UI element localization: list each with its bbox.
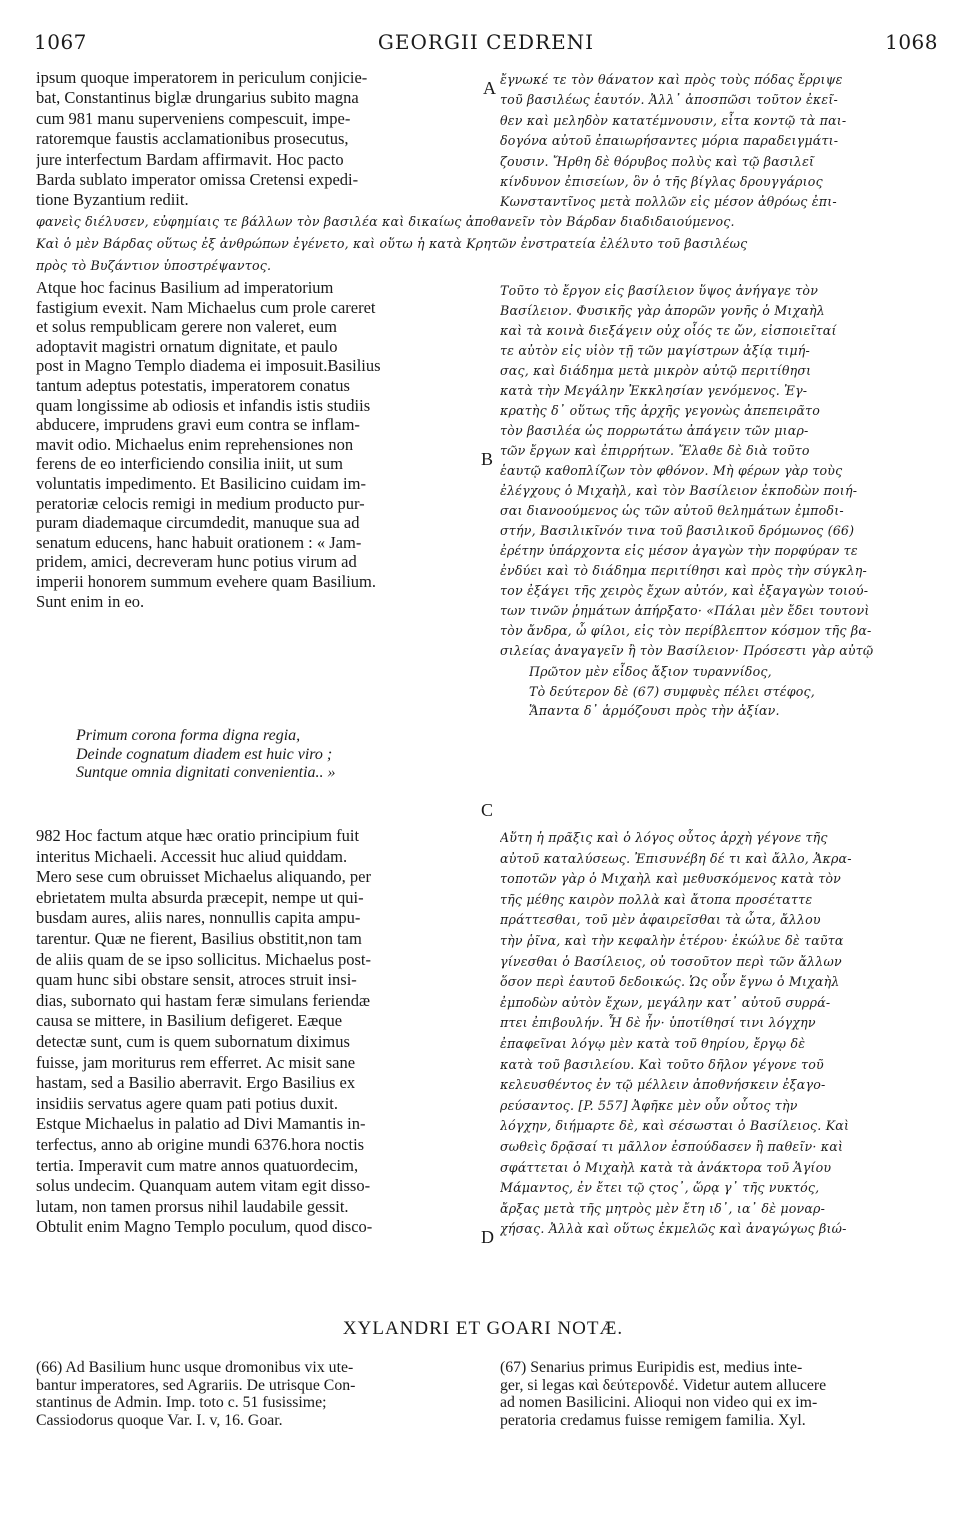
latin-verse-line: Suntque omnia dignitati convenientia.. » <box>76 764 336 781</box>
greek-text-line: σφάττεται ὁ Μιχαὴλ κατὰ τὰ ἀνάκτορα τοῦ Ἁγίου <box>500 1159 832 1175</box>
greek-text-line: κατὰ τὴν Μεγάλην Ἐκκλησίαν γενόμενος. Ἐγ- <box>500 383 808 398</box>
latin-text-line: fastigium evexit. Nam Michaelus cum prole careret <box>36 297 376 317</box>
latin-text-line: peratoriæ celocis remigi in medium producto pur- <box>36 493 365 513</box>
greek-verse-line: Πρῶτον μὲν εἶδος ἄξιον τυραννίδος, <box>529 664 772 679</box>
greek-text-line: τὴν ῥῖνα, καὶ τὴν κεφαλὴν ἑτέρου· ἐκώλυε δὲ ταῦτα <box>500 933 844 948</box>
greek-text-line: αὐτοῦ καταλύσεως. Ἐπισυνέβη δέ τι καὶ ἄλλο, Ἀκρα- <box>500 850 852 866</box>
greek-text-line: κατὰ τοῦ βασιλείου. Καὶ τοῦτο δῆλον γέγονε τοῦ <box>500 1056 824 1072</box>
latin-verse-line: Deinde cognatum diadem est huic viro ; <box>76 745 333 763</box>
latin-text-line: 982 Hoc factum atque hæc oratio principium fuit <box>36 826 360 845</box>
latin-text-line: bat, Constantinus biglæ drungarius subito magna <box>36 88 359 108</box>
greek-text-line: κελευσθέντος ἐν τῷ μέλλειν ἀποθνήσκειν ἐξαγο- <box>500 1077 826 1093</box>
latin-text-line: voluntatis impedimento. Et Basilicino cuidam im- <box>36 474 366 493</box>
footnote-line: (67) Senarius primus Euripidis est, medius inte- <box>500 1359 803 1376</box>
greek-text-line: ὅσον περὶ ἑαυτοῦ δεδοικώς. Ὡς οὖν ἔγνω ὁ Μιχαὴλ <box>500 974 840 990</box>
greek-text-line: τε αὐτὸν εἰς υἱὸν τῇ τῶν μαγίστρων ἀξίᾳ τιμή- <box>500 343 810 358</box>
latin-text-line: post in Magno Templo diadema ei imposuit.Basilius <box>36 356 381 376</box>
right-page-number: 1068 <box>885 30 938 54</box>
greek-text-line: ἑαυτῷ καθοπλίζων τὸν φθόνον. Μὴ φέρων γὰρ τοὺς <box>500 463 843 478</box>
left-page-number: 1067 <box>34 30 87 54</box>
greek-text-line: ἐμποδὼν αὐτὸν ἔχων, μεγάλην κατ᾽ αὐτοῦ συρρά- <box>500 994 831 1010</box>
latin-text-line: ferens de eo interficiendo consilia iniit, ut sum <box>36 454 343 474</box>
greek-text-line: των τινῶν ῥημάτων ἀπήρξατο· «Πάλαι μὲν ἔδει τουτονὶ <box>500 603 870 618</box>
latin-text-line: insidiis servatus agere quam pati potius duxit. <box>36 1093 338 1113</box>
greek-text-line: πράττεσθαι, τοῦ μὲν ἀφαιρεῖσθαι τὰ ὦτα, ἄλλου <box>500 912 821 928</box>
latin-text-line: Obtulit enim Magno Templo poculum, quod disco- <box>36 1217 373 1237</box>
greek-text-line: σαι διανοούμενος ὡς τῶν αὐτοῦ θελημάτων ἐμποδι- <box>500 503 844 518</box>
latin-text-line: terfectus, anno ab origine mundi 6376.hora noctis <box>36 1135 365 1154</box>
footnote-line: ger, si legas καὶ δεύτερονδέ. Videtur autem allucere <box>500 1376 827 1394</box>
latin-text-line: Estque Michaelus in palatio ad Divi Mamantis in- <box>36 1114 366 1134</box>
running-title: GEORGII CEDRENI <box>377 30 595 54</box>
greek-text-line: καὶ τὰ κοινὰ διεξάγειν οὐχ οἷός τε ὤν, εἰσποιεῖταί <box>500 323 837 338</box>
latin-text-line: jure interfectum Bardam affirmavit. Hoc pacto <box>36 149 344 169</box>
running-header <box>34 30 938 58</box>
greek-text-line: ἐπαφεῖναι λόγῳ μὲν κατὰ τοῦ θηρίου, ἔργῳ δὲ <box>500 1036 806 1051</box>
footnote-line: peratoria credamus fuisse remigem familia. Xyl. <box>500 1411 806 1429</box>
greek-text-line: Βασίλειον. Φυσικῆς γὰρ ἀπορῶν γονῆς ὁ Μιχαὴλ <box>500 303 825 318</box>
greek-text-line: τὸν βασιλέα ὡς πορρωτάτω ἀπάγειν τῶν μιαρ- <box>500 423 809 438</box>
greek-text-line: τῆς μέθης καιρὸν πολλὰ καὶ ἄτοπα προσέταττε <box>500 891 813 907</box>
greek-text-line: Τοῦτο τὸ ἔργον εἰς βασίλειον ὕψος ἀνήγαγε τὸν <box>500 283 819 298</box>
margin-marker-c: C <box>481 800 494 820</box>
latin-text-line: Atque hoc facinus Basilium ad imperatorium <box>36 278 334 297</box>
margin-marker-a: A <box>483 78 496 98</box>
greek-text-line: τὸν ἄνδρα, ὦ φίλοι, εἰς τὸν περίβλεπτον κόσμον τῆς βα- <box>500 623 872 638</box>
latin-text-line: quam hunc sibi obstare sensit, atroces struit insi- <box>36 970 357 990</box>
greek-text-line: ἔγνωκέ τε τὸν θάνατον καὶ πρὸς τοὺς πόδας ἔρριψε <box>500 72 843 87</box>
latin-text-line: imperii honorem summum evehere quam Basilium. <box>36 572 377 591</box>
greek-text-line: κρατὴς δ᾽ οὕτως τῆς ἀρχῆς γεγονὼς ἀπεπειρᾶτο <box>500 403 821 418</box>
latin-text-line: senatum educens, hanc habuit orationem : « Jam- <box>36 532 362 552</box>
footnote-line: bantur imperatores, sed Agrariis. De utrisque Con- <box>36 1376 356 1394</box>
greek-full-width-line: φανεὶς διέλυσεν, εὐφημίαις τε βάλλων τὸν βασιλέα καὶ δικαίως ἀποθανεῖν τὸν Βάρδαν διαδιδαιούμενος. <box>36 214 735 229</box>
greek-text-line: ρεύσαντος. [P. 557] Ἀφῆκε μὲν οὖν οὗτος τὴν <box>500 1097 798 1113</box>
greek-text-line: χήσας. Ἀλλὰ καὶ οὕτως ἐκμελῶς καὶ ἀναγώγως βιώ- <box>500 1221 847 1237</box>
greek-text-line: πτει ἐπιβουλήν. Ἦ δὲ ἦν· ὑποτίθησί τινι λόγχην <box>500 1015 816 1031</box>
greek-text-line: τοῦ βασιλέως ἑαυτόν. Ἀλλ᾽ ἀποσπῶσι τοῦτον ἐκεῖ- <box>500 92 838 108</box>
latin-text-line: hastam, sed a Basilio aberravit. Ergo Basilius ex <box>36 1073 356 1093</box>
latin-text-line: Sunt enim in eo. <box>36 591 145 611</box>
latin-text-line: abducere, imprudens gravi eum contra se inflam- <box>36 415 360 435</box>
greek-text-line: θεν καὶ μεληδὸν κατατέμνουσιν, εἶτα κοντῷ τὰ παι- <box>500 112 847 128</box>
latin-text-line: Barda sublato imperator omissa Cretensi expedi- <box>36 170 359 189</box>
latin-text-line: tertia. Imperavit cum matre annos quatuordecim, <box>36 1155 359 1175</box>
latin-text-line: fuisse, jam moriturus rem efferret. Ac misit sane <box>36 1052 356 1072</box>
latin-text-line: detectæ sunt, cum is quem subornatum diximus <box>36 1032 350 1051</box>
greek-verse-line: Τὸ δεύτερον δὲ (67) συμφυὲς πέλει στέφος, <box>529 683 815 699</box>
latin-text-line: puram diademaque circumdedit, manuque sua ad <box>36 513 360 533</box>
latin-text-line: ratoremque faustis acclamationibus prosecutus, <box>36 129 349 149</box>
greek-text-line: ἐλέγχους ὁ Μιχαὴλ, καὶ τὸν Βασίλειον ἐκποδὼν ποιή- <box>500 483 858 498</box>
latin-verse-line: Primum corona forma digna regia, <box>76 727 301 744</box>
latin-text-line: tantum adeptus potestatis, imperatorem conatus <box>36 376 350 395</box>
margin-marker-b: B <box>481 449 494 469</box>
greek-full-width-line: Καὶ ὁ μὲν Βάρδας οὕτως ἐξ ἀνθρώπων ἐγένετο, καὶ οὕτω ἡ κατὰ Κρητῶν ἐνστρατεία ἐλέλυτο τοῦ βασιλέως <box>36 236 748 251</box>
latin-text-line: busdam aures, aliis nares, nonnullis capita ampu- <box>36 908 361 928</box>
greek-text-line: στήν, Βασιλικῖνόν τινα τοῦ βασιλικοῦ δρόμωνος (66) <box>500 523 855 538</box>
greek-text-line: κίνδυνον ἐπισείων, ὃν ὁ τῆς βίγλας δρουγγάριος <box>500 174 823 189</box>
margin-marker-d: D <box>481 1227 494 1247</box>
latin-text-line: tarentur. Quæ ne fierent, Basilius obstitit,non tam <box>36 929 362 948</box>
latin-text-line: causa se mittere, in Basilium defigeret. Eæque <box>36 1011 343 1031</box>
latin-text-line: tione Byzantium rediit. <box>36 190 189 210</box>
footnote-line: (66) Ad Basilium hunc usque dromonibus vix ute- <box>36 1359 354 1376</box>
greek-text-line: Μάμαντος, ἐν ἔτει τῷ ςτος᾽, ὥρᾳ γ᾽ τῆς νυκτός, <box>500 1180 820 1196</box>
latin-text-line: interitus Michaeli. Accessit huc aliud quiddam. <box>36 846 348 866</box>
greek-text-line: τον ἐξάγει τῆς χειρὸς ἔχων αὐτόν, καὶ ἐξαγαγὼν τοιού- <box>500 583 869 598</box>
greek-text-line: ἄρξας μετὰ τῆς μητρὸς μὲν ἔτη ιδ᾽, ια᾽ δὲ μοναρ- <box>500 1200 826 1216</box>
greek-text-line: τοποτῶν γὰρ ὁ Μιχαὴλ καὶ μεθυσκόμενος κατὰ τὸν <box>500 871 842 887</box>
greek-text-line: δογόνα αὐτοῦ ἐπαιωρήσαντες μόρια παραδειγμάτι- <box>500 133 839 149</box>
latin-text-line: quam longissime ab odiosis et infandis istis studiis <box>36 395 371 415</box>
greek-full-width-line: πρὸς τὸ Βυζάντιον ὑποστρέψαντος. <box>36 258 272 273</box>
greek-text-line: λόγχην, διήμαρτε δὲ, καὶ σέσωσται ὁ Βασίλειος. Καὶ <box>500 1118 850 1134</box>
footnote-line: ad nomen Basilicini. Alioqui non video qui ex im- <box>500 1394 818 1411</box>
latin-text-line: pridem, amici, decreveram hunc potius virum ad <box>36 552 357 572</box>
latin-text-line: de aliis quam de se ipso sollicitus. Michaelus post- <box>36 949 371 969</box>
latin-text-line: dias, subornato qui hastam feræ simulans feriendæ <box>36 990 371 1010</box>
latin-text-line: lutam, non tamen prorsus nihil laudabile gessit. <box>36 1196 349 1216</box>
greek-text-line: σιλείας ἀναγαγεῖν ἢ τὸν Βασίλειον· Πρόσεστι γὰρ αὐτῷ <box>500 643 874 658</box>
greek-text-line: ἐνδύει καὶ τὸ διάδημα περιτίθησι καὶ πρὸς τὴν σύγκλη- <box>500 563 868 578</box>
footnote-line: Cassiodorus quoque Var. I. v, 16. Goar. <box>36 1411 283 1429</box>
latin-text-line: ipsum quoque imperatorem in periculum conjicie- <box>36 68 368 87</box>
greek-text-line: ζουσιν. Ἤρθη δὲ θόρυβος πολὺς καὶ τῷ βασιλεῖ <box>500 153 815 169</box>
latin-text-line: solus undecim. Quanquam autem vitam egit disso- <box>36 1176 371 1196</box>
latin-text-line: et solus rempublicam gerere non valeret, eum <box>36 317 338 337</box>
greek-text-line: τῶν ἔργων καὶ ἐπιρρήτων. Ἔλαθε δὲ διὰ τοῦτο <box>500 443 810 458</box>
notes-title: XYLANDRI ET GOARI NOTÆ. <box>342 1318 624 1339</box>
latin-text-line: cum 981 manu superveniens compescuit, impe- <box>36 108 351 128</box>
latin-text-line: ebrietatem multa absurda præcepit, nempe ut qui- <box>36 887 364 907</box>
latin-text-line: Mero sese cum obruisset Michaelus aliquando, per <box>36 867 371 887</box>
greek-text-line: Αὕτη ἡ πρᾶξις καὶ ὁ λόγος οὗτος ἀρχὴ γέγονε τῆς <box>500 830 828 845</box>
latin-text-line: mavit odio. Michaelus enim reprehensiones non <box>36 434 354 454</box>
greek-verse-line: Ἅπαντα δ᾽ ἁρμόζουσι πρὸς τὴν ἀξίαν. <box>529 703 780 718</box>
latin-text-line: adoptavit magistri ornatum dignitate, et paulo <box>36 336 338 356</box>
greek-text-line: ἐρέτην ὑπάρχοντα εἰς μέσον ἀγαγὼν τὴν πορφύραν τε <box>500 543 858 558</box>
footnote-line: stantinus de Admin. Imp. toto c. 51 fusissime; <box>36 1394 327 1411</box>
greek-text-line: Κωνσταντῖνος μετὰ πολλῶν εἰς μέσον ἀθρόως ἐπι- <box>500 194 837 210</box>
greek-text-line: σας, καὶ διάδημα μετὰ μικρὸν αὐτῷ περιτίθησι <box>500 363 812 378</box>
greek-text-line: γίνεσθαι ὁ Βασίλειος, οὐ τοσοῦτον περὶ τῶν ἄλλων <box>500 953 842 969</box>
greek-text-line: σωθεὶς δρᾷσαί τι μᾶλλον ἐσπούδασεν ἢ παθεῖν· καὶ <box>500 1139 844 1154</box>
